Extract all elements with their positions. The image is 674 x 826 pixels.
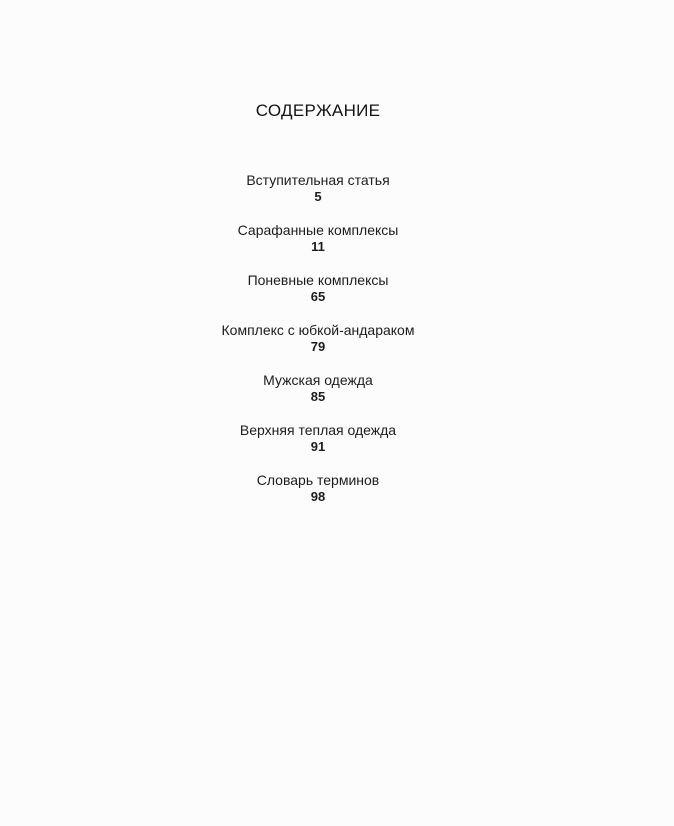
toc-entry-page-number: 85 — [310, 389, 326, 404]
toc-entry-title: Сарафанные комплексы — [237, 222, 399, 238]
toc-entry — [0, 422, 636, 472]
toc-entry-page-number: 5 — [314, 189, 322, 204]
toc-entry-page-number: 11 — [311, 239, 325, 254]
toc-entry-page-number: 91 — [310, 439, 326, 454]
toc-entry-page-number: 65 — [310, 289, 326, 304]
toc-heading: СОДЕРЖАНИЕ — [255, 101, 381, 120]
toc-entry-title: Вступительная статья — [246, 172, 390, 188]
toc-entry — [0, 322, 636, 372]
toc-entry — [0, 372, 636, 422]
toc-list — [0, 172, 636, 522]
toc-entry — [0, 172, 636, 222]
toc-entry-page-number: 98 — [310, 489, 326, 504]
toc-entry — [0, 272, 636, 322]
toc-entry — [0, 222, 636, 272]
toc-entry-title: Словарь терминов — [256, 472, 380, 488]
toc-entry-title: Поневные комплексы — [247, 272, 389, 288]
toc-entry — [0, 472, 636, 522]
toc-entry-title: Мужская одежда — [263, 372, 373, 388]
toc-entry-title: Комплекс с юбкой-андараком — [221, 322, 415, 338]
toc-entry-title: Верхняя теплая одежда — [239, 422, 397, 438]
toc-entry-page-number: 79 — [310, 339, 326, 354]
